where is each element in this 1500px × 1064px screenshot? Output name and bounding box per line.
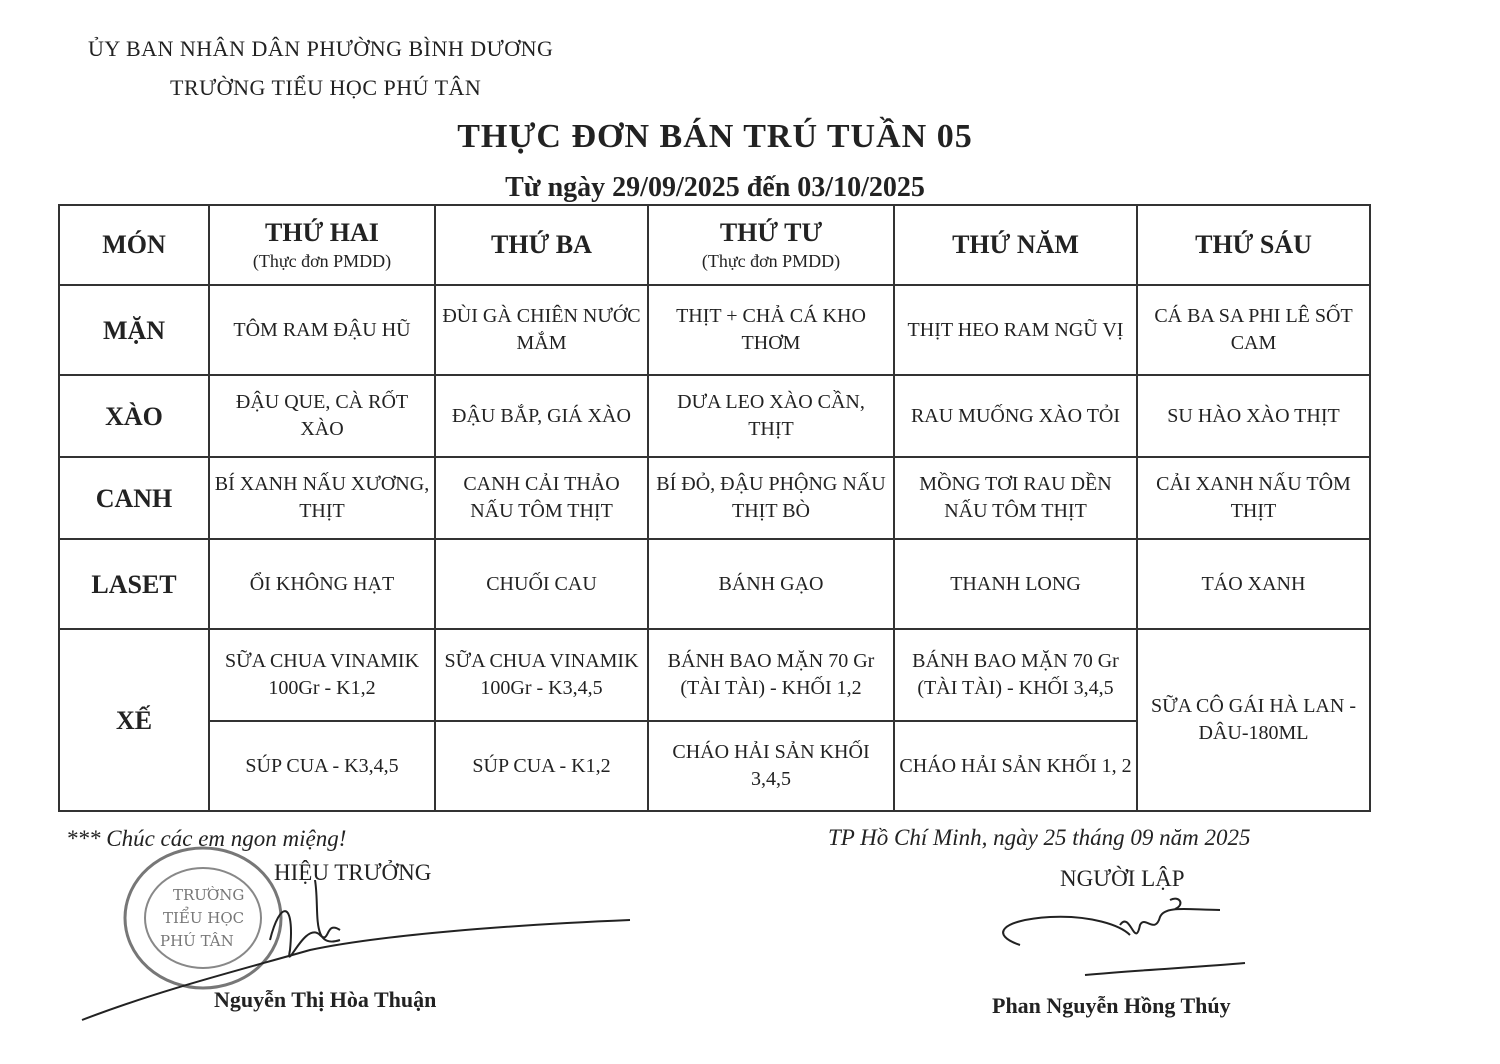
place-date: TP Hồ Chí Minh, ngày 25 tháng 09 năm 2025 (828, 825, 1251, 850)
menu-cell: THỊT HEO RAM NGŨ VỊ (894, 285, 1137, 375)
table-row (59, 457, 1370, 539)
menu-cell: BÍ XANH NẤU XƯƠNG, THỊT (209, 457, 435, 539)
org-line-2: TRƯỜNG TIỂU HỌC PHÚ TÂN (170, 75, 482, 100)
menu-cell: SỮA CHUA VINAMIK 100Gr - K3,4,5 (435, 629, 648, 721)
table-row (59, 629, 1370, 721)
table-row (59, 375, 1370, 457)
svg-text:TIỂU HỌC: TIỂU HỌC (163, 909, 245, 927)
menu-cell: SỮA CHUA VINAMIK 100Gr - K1,2 (209, 629, 435, 721)
menu-cell: THANH LONG (894, 539, 1137, 629)
menu-cell: TÁO XANH (1137, 539, 1370, 629)
preparer-name: Phan Nguyễn Hồng Thúy (992, 993, 1231, 1018)
menu-cell: MỒNG TƠI RAU DỀN NẤU TÔM THỊT (894, 457, 1137, 539)
date-range: Từ ngày 29/09/2025 đến 03/10/2025 (505, 172, 925, 203)
row-label: LASET (59, 539, 209, 629)
menu-table (58, 204, 1371, 812)
day-header-thu (894, 205, 1137, 285)
menu-cell: BÁNH BAO MẶN 70 Gr (TÀI TÀI) - KHỐI 1,2 (648, 629, 894, 721)
org-line-1: ỦY BAN NHÂN DÂN PHƯỜNG BÌNH DƯƠNG (88, 36, 554, 61)
menu-cell: THỊT + CHẢ CÁ KHO THƠM (648, 285, 894, 375)
principal-role: HIỆU TRƯỞNG (274, 860, 432, 885)
day-name: THỨ SÁU (1195, 230, 1312, 259)
day-name: THỨ NĂM (952, 230, 1079, 259)
row-label: MẶN (59, 285, 209, 375)
menu-cell: BÁNH BAO MẶN 70 Gr (TÀI TÀI) - KHỐI 3,4,5 (894, 629, 1137, 721)
menu-cell: ĐÙI GÀ CHIÊN NƯỚC MẮM (435, 285, 648, 375)
row-label: CANH (59, 457, 209, 539)
row-label: XÀO (59, 375, 209, 457)
preparer-signature (990, 895, 1250, 985)
menu-cell: CHUỐI CAU (435, 539, 648, 629)
row-label: XẾ (59, 629, 209, 811)
menu-cell: SÚP CUA - K1,2 (435, 721, 648, 811)
menu-cell: CÁ BA SA PHI LÊ SỐT CAM (1137, 285, 1370, 375)
menu-cell: ỔI KHÔNG HẠT (209, 539, 435, 629)
menu-cell: TÔM RAM ĐẬU HŨ (209, 285, 435, 375)
table-header-row (59, 205, 1370, 285)
menu-cell: SU HÀO XÀO THỊT (1137, 375, 1370, 457)
day-note: (Thực đơn PMDD) (252, 251, 392, 271)
svg-text:TRƯỜNG: TRƯỜNG (173, 886, 245, 904)
day-name: THỨ HAI (265, 218, 379, 247)
menu-cell: ĐẬU QUE, CÀ RỐT XÀO (209, 375, 435, 457)
menu-cell: CANH CẢI THẢO NẤU TÔM THỊT (435, 457, 648, 539)
menu-cell: SỮA CÔ GÁI HÀ LAN - DÂU-180ML (1137, 629, 1370, 811)
day-name: THỨ BA (491, 230, 592, 259)
menu-cell: ĐẬU BẮP, GIÁ XÀO (435, 375, 648, 457)
day-header-wed (648, 205, 894, 285)
table-row (59, 285, 1370, 375)
corner-header: MÓN (59, 205, 209, 285)
day-header-mon (209, 205, 435, 285)
day-name: THỨ TƯ (719, 218, 823, 247)
preparer-role: NGƯỜI LẬP (1060, 866, 1185, 891)
menu-cell: SÚP CUA - K3,4,5 (209, 721, 435, 811)
menu-cell: CẢI XANH NẤU TÔM THỊT (1137, 457, 1370, 539)
menu-cell: BÁNH GẠO (648, 539, 894, 629)
menu-cell: RAU MUỐNG XÀO TỎI (894, 375, 1137, 457)
principal-name: Nguyễn Thị Hòa Thuận (214, 987, 437, 1012)
closing-wish: *** Chúc các em ngon miệng! (66, 826, 347, 851)
menu-cell: DƯA LEO XÀO CẦN, THỊT (648, 375, 894, 457)
menu-cell: CHÁO HẢI SẢN KHỐI 1, 2 (894, 721, 1137, 811)
svg-text:PHÚ TÂN: PHÚ TÂN (160, 932, 234, 950)
day-header-fri (1137, 205, 1370, 285)
menu-cell: CHÁO HẢI SẢN KHỐI 3,4,5 (648, 721, 894, 811)
day-header-tue (435, 205, 648, 285)
table-row (59, 539, 1370, 629)
page-title: THỰC ĐƠN BÁN TRÚ TUẦN 05 (457, 118, 973, 155)
menu-cell: BÍ ĐỎ, ĐẬU PHỘNG NẤU THỊT BÒ (648, 457, 894, 539)
day-note: (Thực đơn PMDD) (701, 251, 841, 271)
